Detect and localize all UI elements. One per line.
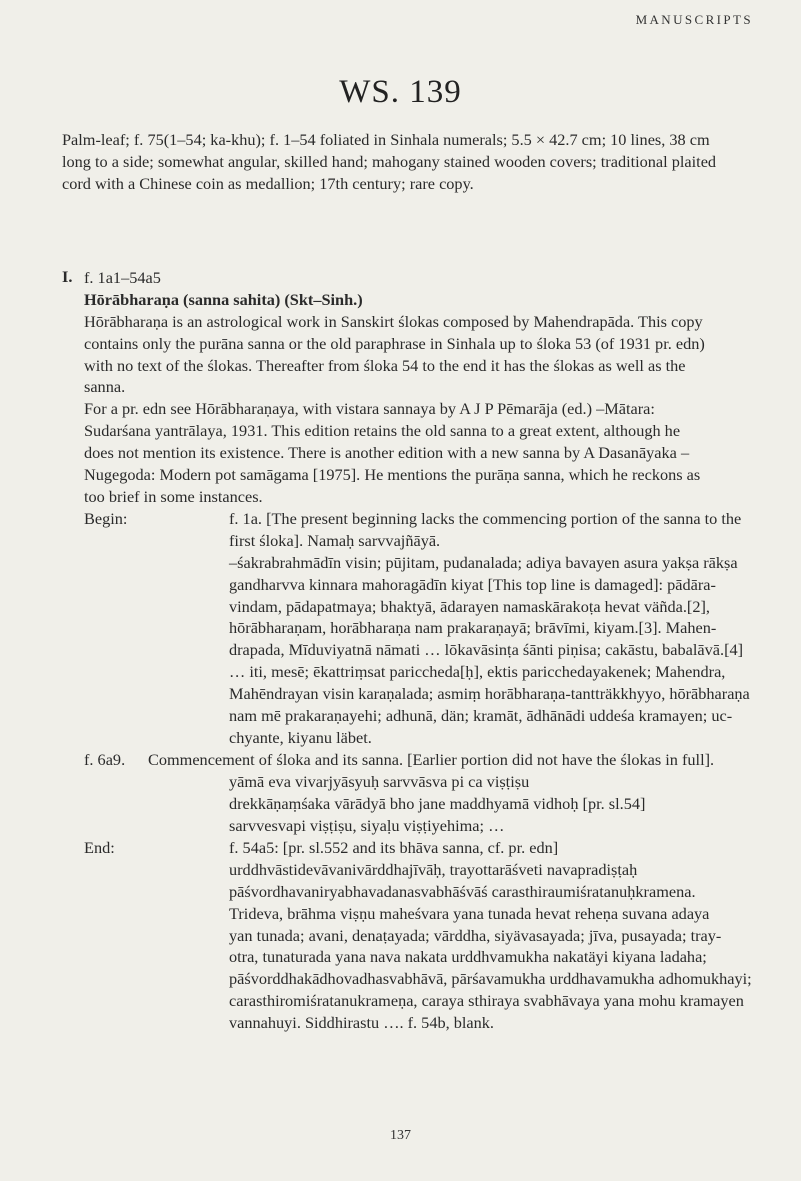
begin-line: chyante, kiyanu läbet. xyxy=(229,727,372,747)
manuscript-description xyxy=(62,129,742,195)
section-folios: f. 1a1–54a5 xyxy=(84,268,161,287)
summary-line: contains only the purāna sanna or the old paraphrase in Sinhala up to śloka 53 (of 1931 pr. edn) xyxy=(84,333,705,353)
f6a9-text xyxy=(229,771,749,837)
section-heading: Hōrābharaṇa (sanna sahita) (Skt–Sinh.) xyxy=(84,289,363,309)
begin-label: Begin: xyxy=(84,509,128,528)
begin-line: hōrābharaṇam, horābharaṇa nam prakaraṇayā; brāvīmi, kiyam.[3]. Mahen- xyxy=(229,618,717,638)
end-line: vannahuyi. Siddhirastu …. f. 54b, blank. xyxy=(229,1013,494,1033)
begin-line: … iti, mesē; ēkattriṃsat paricchedа[ḥ], ektis paricchedayakenek; Mahendra, xyxy=(229,662,726,682)
description-line: long to a side; somewhat angular, skilled hand; mahogany stained wooden covers; traditional plaited xyxy=(62,151,717,171)
end-line: yan tunada; avani, denaṭayada; vārddha, siyävasayada; jīva, pusayada; tray- xyxy=(229,925,722,945)
begin-line: Mahēndrayan visin karaṇalada; asmiṃ horābharaṇa-tantträkkhyyo, hōrābharaṇa xyxy=(229,684,750,704)
end-line: carasthiromiśratanukrameṇa, caraya sthiraya svabhāvaya yana mohu kramayen xyxy=(229,991,744,1011)
begin-line: vindam, pādapatmaya; bhaktyā, ādarayen namaskārakoṭa hevat väñda.[2], xyxy=(229,596,710,616)
begin-line: –śakrabrahmādīn visin; pūjitam, pudanalada; adiya bavayen asura yakṣa rākṣa xyxy=(229,552,738,572)
f6a9-first-line: Commencement of śloka and its sanna. [Earlier portion did not have the ślokas in full]. xyxy=(148,750,715,769)
end-label: End: xyxy=(84,838,115,857)
end-text xyxy=(229,837,752,1034)
summary-line: Hōrābharaṇa is an astrological work in Sanskirt ślokas composed by Mahendrapāda. This copy xyxy=(84,311,703,331)
begin-line: nam mē prakaraṇayehi; adhunā, dän; kramāt, ādhānādi uddeśa kramayen; uc- xyxy=(229,706,733,726)
edition-note-line: Sudarśana yantrālaya, 1931. This edition retains the old sanna to a great extent, although he xyxy=(84,421,681,441)
edition-note-line: Nugegoda: Modern pot samāgama [1975]. He mentions the purāṇa sanna, which he reckons as xyxy=(84,465,701,485)
end-line: Trideva, brāhma viṣṇu maheśvara yana tunada hevat reheṇa suvana adaya xyxy=(229,903,710,923)
end-line: pāśvordhavaniryabhavadanasvabhāśvāś carasthiraumiśratanuḥkramena. xyxy=(229,881,696,901)
f6a9-line: yāmā eva vivarjyāsyuḥ sarvvāsva pi ca viṣṭiṣu xyxy=(229,772,530,791)
begin-line: drapada, Mīduviyatnā nāmati … lōkavāsinṭa śānti piṇisa; cakāstu, babalāvā.[4] xyxy=(229,640,744,660)
edition-note-line: For a pr. edn see Hōrābharaṇaya, with vistara sannaya by A J P Pēmarāja (ed.) –Mātara: xyxy=(84,399,655,419)
end-line: urddhvāstidevāvanivārddhajīvāḥ, trayottarāśveti navapradiṣṭaḥ xyxy=(229,859,638,879)
f6a9-line: drekkāṇaṃśaka vārādyā bho jane maddhyamā vidhoḥ [pr. sl.54] xyxy=(229,793,646,813)
page-number: 137 xyxy=(390,1128,411,1143)
description-line: Palm-leaf; f. 75(1–54; ka-khu); f. 1–54 foliated in Sinhala numerals; 5.5 × 42.7 cm; 10 lines, 38 cm xyxy=(62,130,710,149)
f6a9-label: f. 6a9. xyxy=(84,750,126,769)
begin-line: first śloka]. Namaḥ sarvvajñāyā. xyxy=(229,530,441,550)
end-line: pāśvorddhakādhovadhasvabhāvā, pārśavamukha urddhavamukha adhomukhayi; xyxy=(229,969,752,989)
edition-note-line: does not mention its existence. There is another edition with a new sanna by A Dasanāyaka – xyxy=(84,443,690,463)
summary-line: sanna. xyxy=(84,377,126,397)
end-line: otra, tunaturada yana nava nakata urddhvamukha nakatäyi kiyana ladaha; xyxy=(229,947,707,967)
running-head: MANUSCRIPTS xyxy=(635,12,753,27)
begin-text xyxy=(229,508,749,749)
description-line: cord with a Chinese coin as medallion; 17th century; rare copy. xyxy=(62,173,474,193)
begin-line: f. 1a. [The present beginning lacks the commencing portion of the sanna to the xyxy=(229,509,742,528)
section-body xyxy=(84,267,744,508)
begin-line: gandharvva kinnara mahoragādīn kiyat [This top line is damaged]: pādāra- xyxy=(229,574,716,594)
summary-line: with no text of the ślokas. Thereafter from śloka 54 to the end it has the ślokas as well as the xyxy=(84,355,686,375)
page-title: WS. 139 xyxy=(339,74,462,110)
end-line: f. 54a5: [pr. sl.552 and its bhāva sanna, cf. pr. edn] xyxy=(229,838,559,857)
edition-note-line: too brief in some instances. xyxy=(84,486,263,506)
section-number: I. xyxy=(62,267,73,286)
f6a9-line: sarvvesvapi viṣṭiṣu, siyaḷu viṣṭiyehima; … xyxy=(229,815,505,835)
